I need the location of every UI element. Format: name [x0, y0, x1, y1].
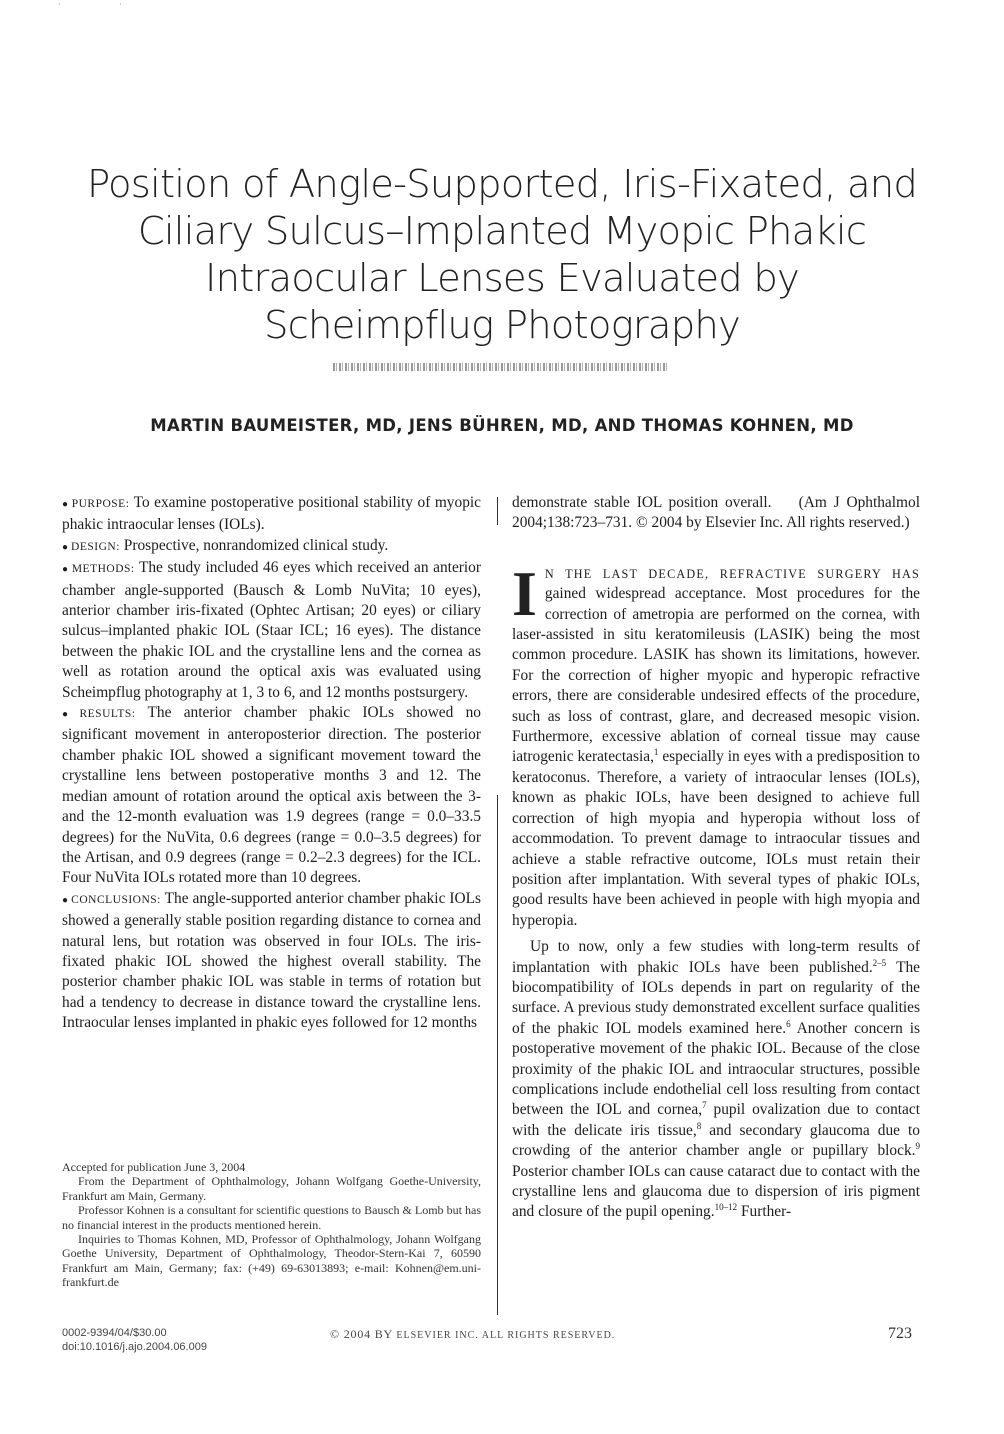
abstract-column: [62, 493, 481, 1034]
body-text: and secondary glaucoma due to crowding of the anterior chamber angle or pupillary block.: [512, 1121, 920, 1160]
abstract-purpose: [62, 493, 481, 536]
abstract-methods: [62, 558, 481, 703]
bullet-icon: ●: [62, 894, 69, 906]
citation: (Am J Ophthalmol 2004;138:723–731. © 2004 by Elsevier Inc. All rights reserved.): [512, 494, 920, 532]
decorative-ornament: [333, 363, 668, 371]
reference-marker: 6: [786, 1018, 791, 1029]
section-label: RESULTS:: [79, 708, 136, 721]
column-rule: [497, 795, 498, 1315]
abstract-text: demonstrate stable IOL position overall.: [512, 494, 772, 511]
abstract-text: The anterior chamber phakic IOLs showed no significant movement in anteroposterior direction. The posterior chamber phakic IOL showed a significant movement toward the crystalline lens between postoperative months 3 and 12. The median amount of rotation around the optical axis between the 3- and the 12-month evaluation was 1.9 degrees (range = 0.0–33.5 degrees) for the NuVita, 0.6 degrees (range = 0.0–3.5 degrees) for the Artisan, and 0.9 degrees (range = 0.2–2.3 degrees) for the ICL. Four NuVita IOLs rotated more than 10 degrees.: [62, 704, 482, 887]
reference-marker: 9: [915, 1141, 920, 1152]
drop-cap: I: [512, 557, 537, 629]
body-text: gained widespread acceptance. Most procedures for the correction of ametropia are performed on the cornea, with laser-assisted in situ keratomileusis (LASIK) being the most common procedure. LASIK has shown its limitations, however. For the correction of higher myopic and hyperopic refractive errors, there are considerable undesired effects of the procedure, such as loss of contrast, glare, and decreased mesopic vision. Furthermore, excessive ablation of corneal tissue may cause iatrogenic keratectasia,: [512, 585, 920, 766]
column-rule: [497, 497, 498, 525]
spacer: [512, 534, 920, 564]
reference-marker: 1: [653, 747, 659, 758]
body-text: pupil ovalization due to contact with the delicate iris tissue,: [512, 1101, 920, 1139]
section-label: DESIGN:: [71, 540, 120, 553]
body-text: Up to now, only a few studies with long-term results of implantation with phakic IOLs have been published.: [512, 938, 920, 976]
bullet-icon: ●: [62, 541, 69, 553]
copyright-year: 2004 BY: [343, 1327, 393, 1341]
issn: 0002-9394/04/$30.00: [62, 1327, 167, 1339]
scan-specks: · ·: [58, 0, 150, 9]
footnote: From the Department of Ophthalmology, Johann Wolfgang Goethe-University, Frankfurt am Main, Germany.: [62, 1174, 481, 1203]
copyright-icon: ©: [330, 1327, 340, 1341]
page-number: 723: [888, 1325, 912, 1342]
lead-in: N THE LAST DECADE, REFRACTIVE SURGERY HAS: [544, 566, 920, 581]
abstract-text: The angle-supported anterior chamber phakic IOLs showed a generally stable position regarding distance to cornea and natural lens, but rotation was observed in four IOLs. The iris-fixated phakic IOL showed the highest overall stability. The posterior chamber phakic IOL was stable in terms of rotation but had a tendency to decrease in distance toward the crystalline lens. Intraocular lenses implanted in phakic eyes followed for 12 months: [62, 889, 482, 1032]
abstract-conclusions: [62, 889, 481, 1034]
body-text: Posterior chamber IOLs can cause cataract due to contact with the crystalline lens and glaucoma due to dispersion of iris pigment and closure of the pupil opening.: [512, 1162, 920, 1221]
doi: doi:10.1016/j.ajo.2004.06.009: [62, 1341, 207, 1353]
body-text: especially in eyes with a predisposition to keratoconus. Therefore, a variety of intraocular lenses (IOLs), known as phakic IOLs, have been designed to achieve full correction of high myopia and hyperopia without loss of accommodation. To prevent damage to intraocular tissues and achieve a stable refractive outcome, IOLs must retain their position after implantation. With several types of phakic IOLs, good results have been achieved in people with high myopia and hyperopia.: [512, 748, 920, 929]
copyright-text: ELSEVIER INC. ALL RIGHTS RESERVED.: [396, 1330, 616, 1341]
article-title: [60, 161, 944, 349]
footnote: Accepted for publication June 3, 2004: [62, 1160, 246, 1174]
body-paragraph: [512, 937, 920, 1223]
reference-marker: 7: [702, 1100, 707, 1111]
footer-copyright: [330, 1327, 615, 1342]
footnote: Professor Kohnen is a consultant for scientific questions to Bausch & Lomb but has no financial interest in the products mentioned herein.: [62, 1203, 481, 1232]
reference-marker: 2–5: [872, 957, 887, 968]
body-text: The biocompatibility of IOLs depends in part on regularity of the surface. A previous study demonstrated excellent surface qualities of the phakic IOL models examined here.: [512, 958, 920, 1037]
body-text: Further-: [737, 1203, 792, 1221]
bullet-icon: ●: [62, 709, 77, 721]
abstract-continuation: [512, 493, 920, 534]
footnote: Inquiries to Thomas Kohnen, MD, Professor of Ophthalmology, Johann Wolfgang Goethe University, Department of Ophthalmology, Theodor-Stern-Kai 7, 60590 Frankfurt am Main, Germany; fax: (+49) 69-63013893; e-mail: Kohnen@em.uni-frankfurt.de: [62, 1232, 481, 1290]
body-text: Another concern is postoperative movement of the phakic IOL. Because of the close proximity of the phakic IOL and intraocular structures, possible complications include endothelial cell loss resulting from contact between the IOL and cornea,: [512, 1019, 920, 1119]
section-label: PURPOSE:: [71, 498, 130, 510]
body-paragraph: [512, 557, 920, 931]
bullet-icon: ●: [62, 499, 69, 510]
section-label: METHODS:: [71, 563, 135, 576]
abstract-text: The study included 46 eyes which received an anterior chamber angle-supported (Bausch & Lomb NuVita; 10 eyes), anterior chamber iris-fixated (Ophtec Artisan; 20 eyes) or ciliary sulcus–implanted phakic IOL (Staar ICL; 16 eyes). The distance between the phakic IOL and the crystalline lens and the cornea as well as rotation around the optical axis was evaluated using Scheimpflug photography at 1, 3 to 6, and 12 months postsurgery.: [62, 559, 481, 701]
abstract-text: Prospective, nonrandomized clinical study.: [123, 536, 389, 554]
abstract-design: [62, 536, 481, 558]
abstract-results: [62, 703, 481, 889]
body-column: [512, 493, 920, 1223]
title-line: Intraocular Lenses Evaluated by: [205, 255, 799, 301]
footnotes: [62, 1160, 481, 1290]
title-line: Position of Angle-Supported, Iris-Fixated, and: [87, 161, 917, 207]
bullet-icon: ●: [62, 564, 69, 576]
title-line: Scheimpflug Photography: [264, 302, 740, 348]
section-label: CONCLUSIONS:: [71, 893, 161, 906]
title-line: Ciliary Sulcus–Implanted Myopic Phakic: [137, 208, 867, 254]
author-list: MARTIN BAUMEISTER, MD, JENS BÜHREN, MD, AND THOMAS KOHNEN, MD: [150, 416, 854, 435]
abstract-text: To examine postoperative positional stability of myopic phakic intraocular lenses (IOLs).: [62, 494, 481, 534]
introduction: [512, 557, 920, 1223]
reference-marker: 8: [696, 1120, 702, 1131]
reference-marker: 10–12: [714, 1202, 738, 1213]
footer-identifiers: [62, 1326, 207, 1354]
